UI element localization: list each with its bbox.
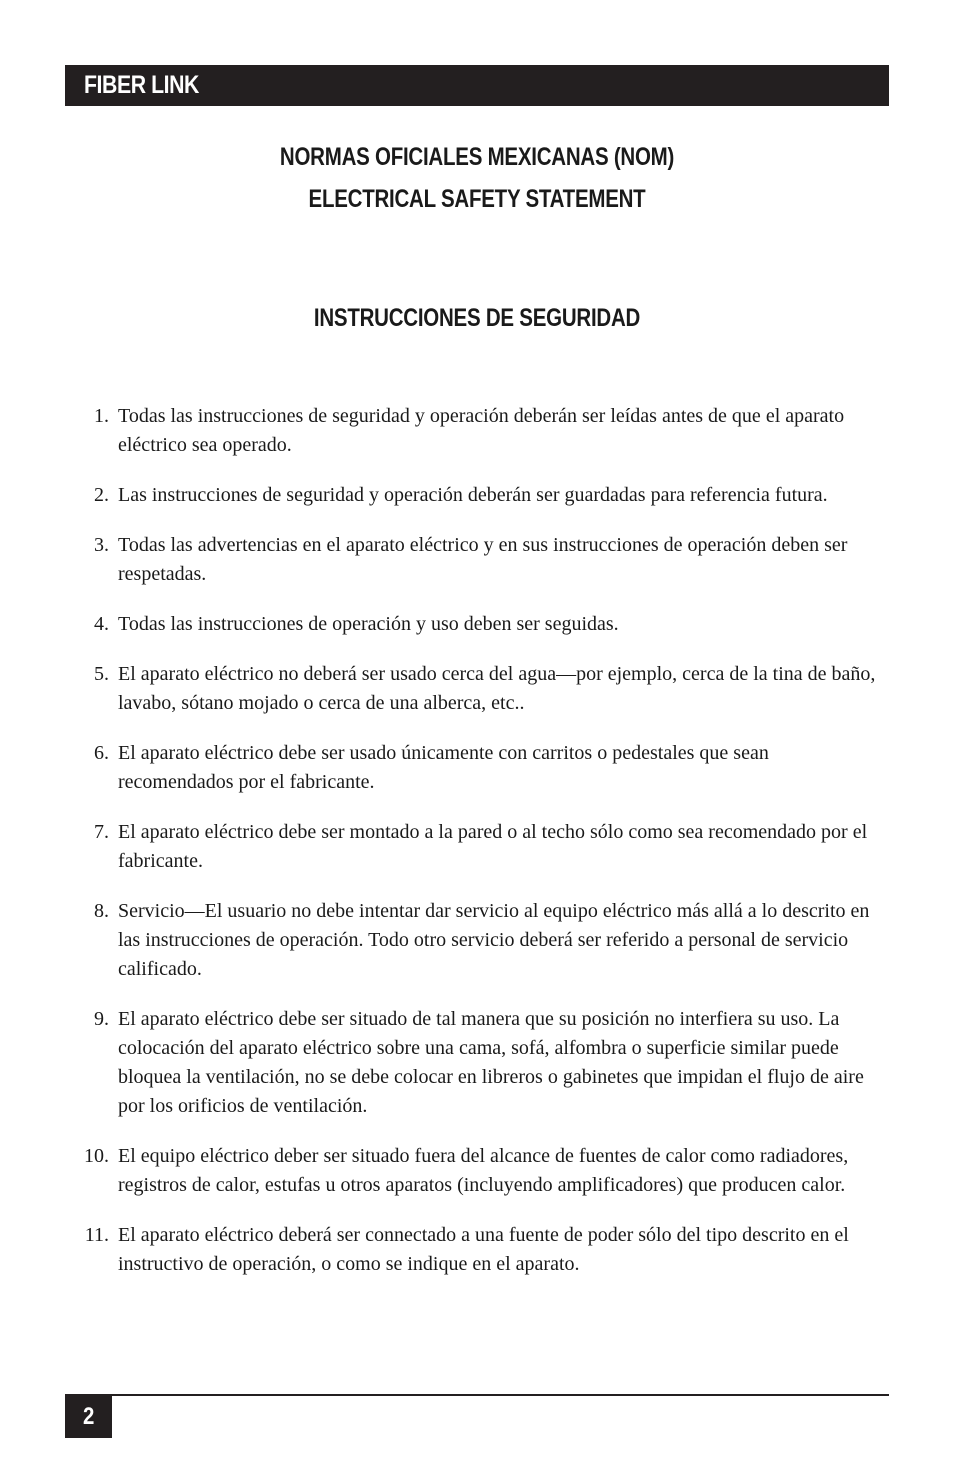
item-text: El equipo eléctrico deber ser situado fuera del alcance de fuentes de calor como radiadores, registros de calor, estufas u otros aparatos (incluyendo amplificadores) que producen calor. bbox=[118, 1145, 849, 1196]
list-item bbox=[65, 1142, 889, 1200]
item-number: 1. bbox=[94, 405, 109, 427]
item-text: El aparato eléctrico debe ser usado únicamente con carritos o pedestales que sean recomendados por el fabricante. bbox=[118, 742, 769, 793]
item-number: 3. bbox=[94, 534, 109, 556]
item-text: Todas las instrucciones de operación y uso deben ser seguidas. bbox=[118, 613, 619, 635]
list-item bbox=[65, 402, 889, 460]
item-number: 5. bbox=[94, 663, 109, 685]
item-text: El aparato eléctrico no deberá ser usado cerca del agua—por ejemplo, cerca de la tina de baño, lavabo, sótano mojado o cerca de una alberca, etc.. bbox=[118, 663, 876, 714]
item-number: 9. bbox=[94, 1008, 109, 1030]
item-text: Servicio—El usuario no debe intentar dar servicio al equipo eléctrico más allá a lo descrito en las instrucciones de operación. Todo otro servicio deberá ser referido a personal de servicio calificado. bbox=[118, 900, 870, 980]
heading-line-2: ELECTRICAL SAFETY STATEMENT bbox=[308, 185, 646, 213]
list-item bbox=[65, 739, 889, 797]
item-number: 7. bbox=[94, 821, 109, 843]
item-number: 8. bbox=[94, 900, 109, 922]
list-item bbox=[65, 897, 889, 984]
item-number: 11. bbox=[84, 1224, 109, 1246]
footer-rule bbox=[65, 1394, 889, 1396]
page-number: 2 bbox=[82, 1403, 95, 1430]
page-number-box bbox=[65, 1396, 112, 1438]
list-item bbox=[65, 610, 889, 639]
list-item bbox=[65, 481, 889, 510]
list-item bbox=[65, 1221, 889, 1279]
safety-instructions-list bbox=[65, 402, 889, 1300]
header-bar bbox=[65, 65, 889, 106]
item-text: El aparato eléctrico debe ser situado de tal manera que su posición no interfiera su uso. La colocación del aparato eléctrico sobre una cama, sofá, alfombra o superficie similar puede bloquea la ventilación, no se debe colocar en libreros o gabinetes que impidan el flujo de aire por los orificios de ventilación. bbox=[118, 1008, 864, 1117]
list-item bbox=[65, 660, 889, 718]
item-number: 6. bbox=[94, 742, 109, 764]
list-item bbox=[65, 531, 889, 589]
item-text: El aparato eléctrico deberá ser connectado a una fuente de poder sólo del tipo descrito en el instructivo de operación, o como se indique en el aparato. bbox=[118, 1224, 849, 1275]
item-number: 4. bbox=[94, 613, 109, 635]
item-text: Las instrucciones de seguridad y operación deberán ser guardadas para referencia futura. bbox=[118, 484, 828, 506]
heading-line-1: NORMAS OFICIALES MEXICANAS (NOM) bbox=[279, 143, 675, 171]
item-text: Todas las advertencias en el aparato eléctrico y en sus instrucciones de operación deben ser respetadas. bbox=[118, 534, 848, 585]
item-text: El aparato eléctrico debe ser montado a la pared o al techo sólo como sea recomendado por el fabricante. bbox=[118, 821, 868, 872]
item-number: 2. bbox=[94, 484, 109, 506]
document-heading bbox=[65, 136, 889, 220]
section-heading bbox=[65, 297, 889, 339]
header-title: FIBER LINK bbox=[84, 71, 199, 99]
list-item bbox=[65, 818, 889, 876]
list-item bbox=[65, 1005, 889, 1121]
item-text: Todas las instrucciones de seguridad y operación deberán ser leídas antes de que el aparato eléctrico sea operado. bbox=[118, 405, 845, 456]
section-title: INSTRUCCIONES DE SEGURIDAD bbox=[313, 304, 641, 332]
item-number: 10. bbox=[84, 1145, 109, 1167]
